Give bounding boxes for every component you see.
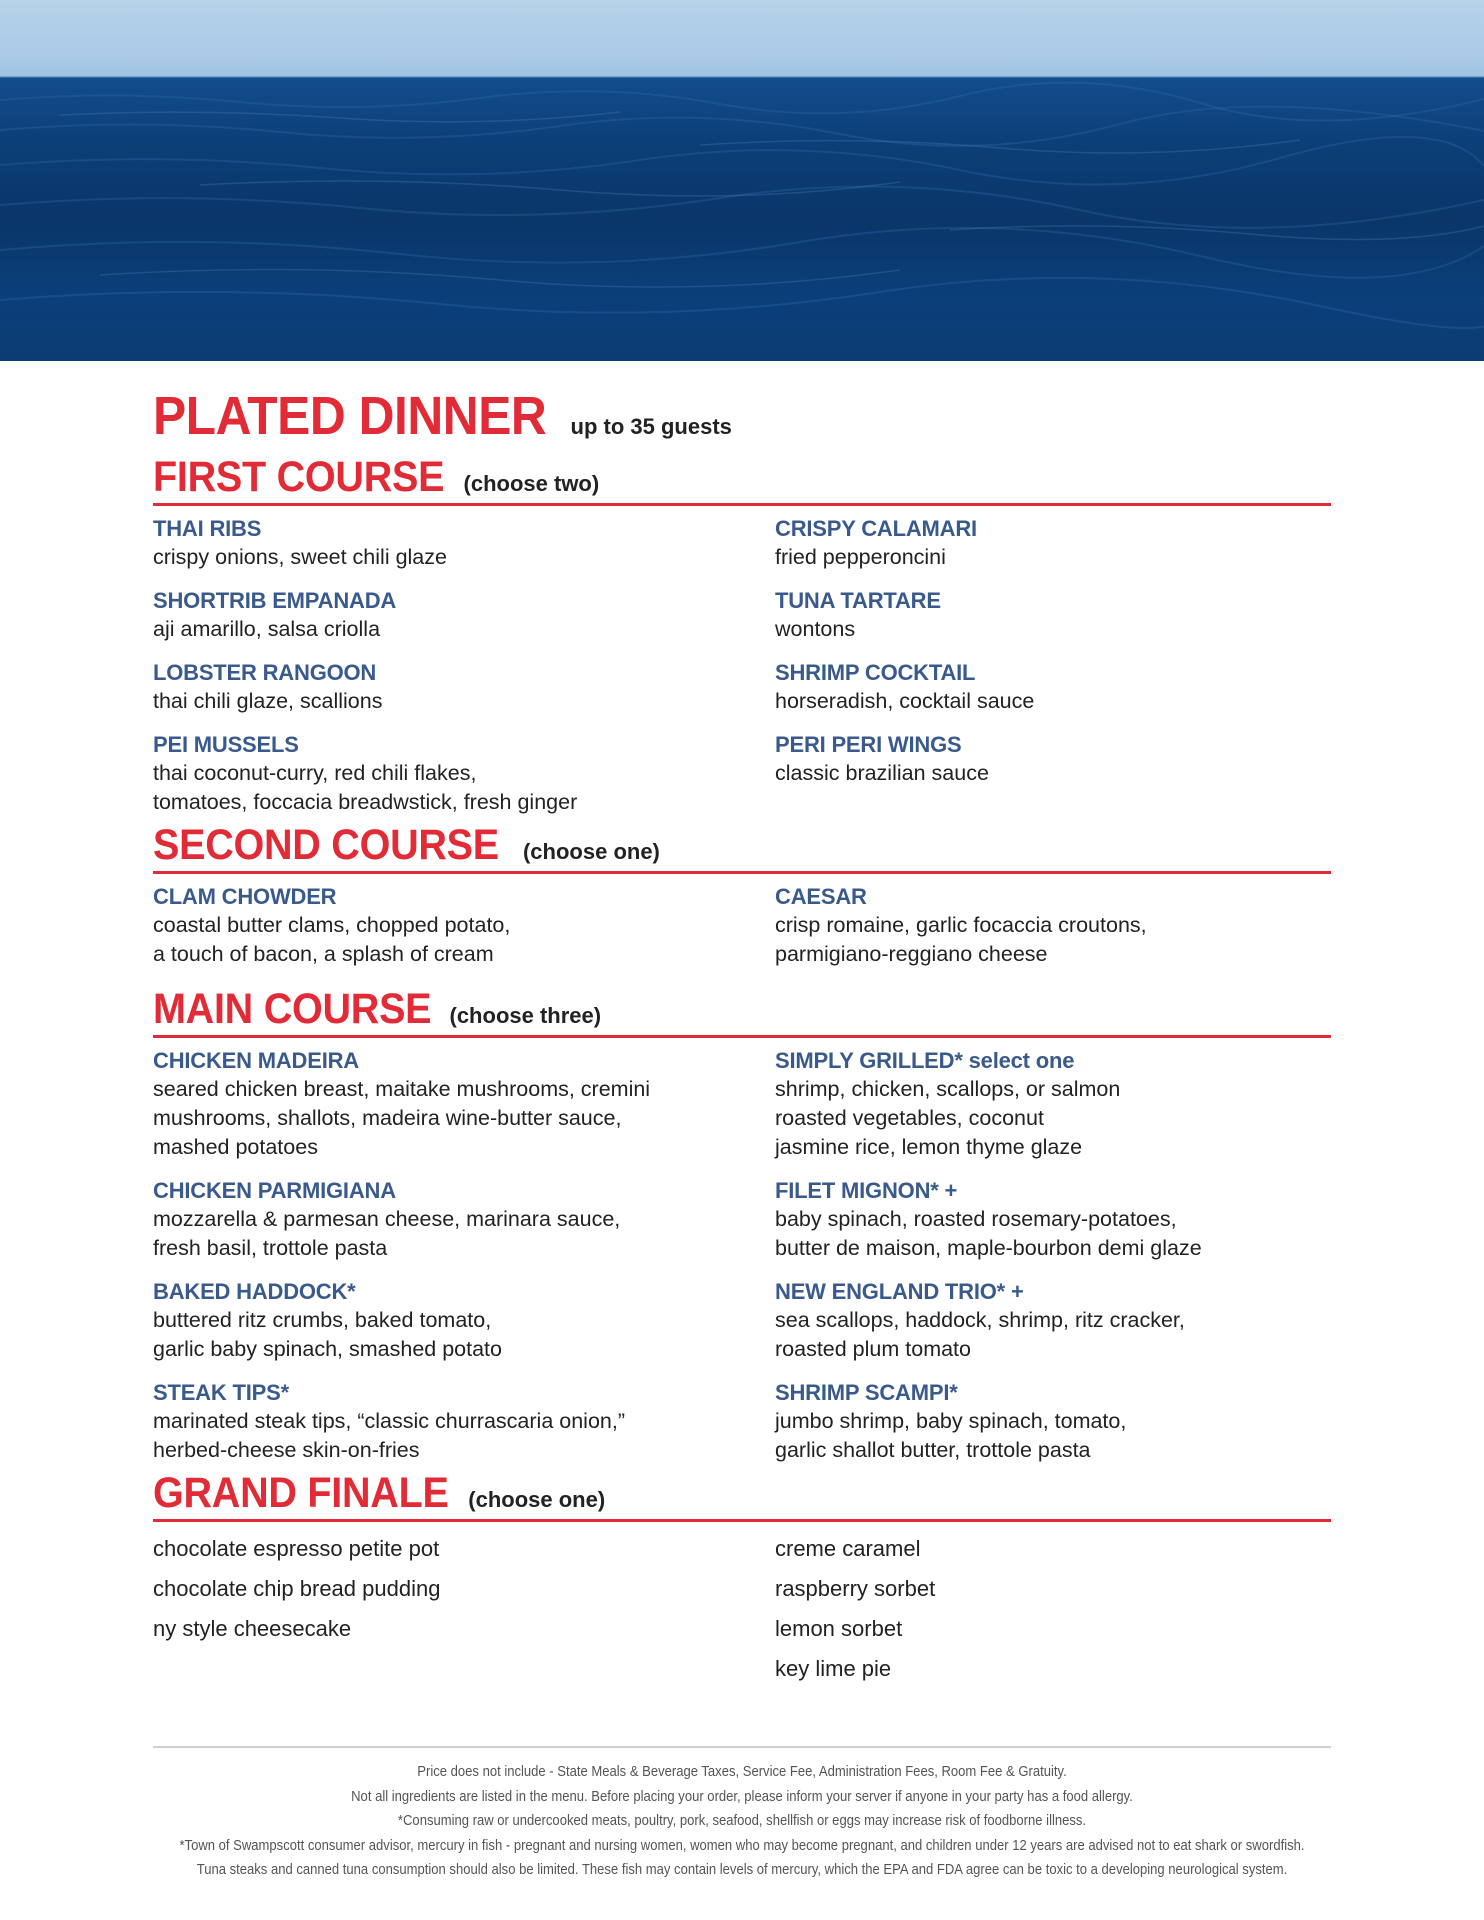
item-name: CAESAR	[775, 884, 867, 909]
main-course-note: (choose three)	[449, 1003, 602, 1028]
item-description: buttered ritz crumbs, baked tomato, garlic baby spinach, smashed potato	[153, 1308, 502, 1361]
first-course-left-column	[153, 506, 775, 817]
grand-finale-header	[153, 1469, 1331, 1522]
item-description: jumbo shrimp, baby spinach, tomato, garlic shallot butter, trottole pasta	[775, 1409, 1127, 1462]
ocean-hero-image	[0, 0, 1484, 361]
item-name: SHRIMP SCAMPI*	[775, 1380, 958, 1405]
menu-content	[153, 385, 1331, 1694]
menu-item	[775, 730, 1331, 788]
menu-item	[153, 1277, 775, 1364]
main-course-title: MAIN COURSE	[153, 985, 432, 1033]
dessert-item: chocolate espresso petite pot	[153, 1536, 440, 1561]
main-course-right-column	[775, 1038, 1331, 1465]
item-description: coastal butter clams, chopped potato, a touch of bacon, a splash of cream	[153, 913, 511, 966]
item-name: TUNA TARTARE	[775, 588, 941, 613]
item-name: CLAM CHOWDER	[153, 884, 337, 909]
second-course-header	[153, 821, 1331, 874]
item-description: thai coconut-curry, red chili flakes, tomatoes, foccacia breadwstick, fresh ginger	[153, 761, 578, 814]
menu-item	[153, 1378, 775, 1465]
item-description: baby spinach, roasted rosemary-potatoes, butter de maison, maple-bourbon demi glaze	[775, 1207, 1202, 1260]
ocean-waves-graphic	[0, 0, 1484, 361]
item-name: THAI RIBS	[153, 516, 262, 541]
footer-line: Price does not include - State Meals & Beverage Taxes, Service Fee, Administration Fees, Room Fee & Gratuity.	[417, 1764, 1067, 1780]
item-name: NEW ENGLAND TRIO* +	[775, 1279, 1024, 1304]
footer-disclaimer	[0, 1760, 1484, 1883]
menu-item	[775, 658, 1331, 716]
menu-item	[153, 514, 775, 572]
dessert-item: ny style cheesecake	[153, 1616, 352, 1641]
item-name: STEAK TIPS*	[153, 1380, 289, 1405]
footer-line: Tuna steaks and canned tuna consumption should also be limited. These fish may contain levels of mercury, which the EPA and FDA agree can be toxic to a developing neurological system.	[196, 1862, 1288, 1878]
item-description: horseradish, cocktail sauce	[775, 689, 1035, 713]
page-title: PLATED DINNER	[153, 386, 547, 446]
item-description: classic brazilian sauce	[775, 761, 989, 785]
main-course-section	[153, 985, 1331, 1465]
dessert-item: key lime pie	[775, 1656, 892, 1681]
main-course-left-column	[153, 1038, 775, 1465]
item-name: PERI PERI WINGS	[775, 732, 962, 757]
menu-item	[775, 1176, 1331, 1263]
grand-finale-section	[153, 1469, 1331, 1694]
first-course-section	[153, 453, 1331, 817]
item-description: mozzarella & parmesan cheese, marinara sauce, fresh basil, trottole pasta	[153, 1207, 621, 1260]
first-course-title: FIRST COURSE	[153, 453, 445, 501]
menu-header	[153, 385, 1331, 447]
second-course-left-column	[153, 874, 775, 969]
menu-item	[775, 514, 1331, 572]
menu-item	[775, 1046, 1331, 1162]
grand-finale-left-column	[153, 1534, 775, 1694]
footer-line: *Consuming raw or undercooked meats, poultry, pork, seafood, shellfish or eggs may increase risk of foodborne illness.	[397, 1813, 1087, 1829]
dessert-item: lemon sorbet	[775, 1616, 903, 1641]
item-name: CHICKEN PARMIGIANA	[153, 1178, 396, 1203]
item-description: seared chicken breast, maitake mushrooms, cremini mushrooms, shallots, madeira wine-butter sauce, mashed potatoes	[153, 1077, 651, 1159]
second-course-section	[153, 821, 1331, 969]
menu-item	[153, 1176, 775, 1263]
item-description: wontons	[775, 617, 856, 641]
menu-item	[153, 730, 775, 817]
menu-item	[775, 586, 1331, 644]
first-course-header	[153, 453, 1331, 506]
dessert-item: chocolate chip bread pudding	[153, 1576, 441, 1601]
second-course-note: (choose one)	[522, 839, 660, 864]
footer-line: *Town of Swampscott consumer advisor, mercury in fish - pregnant and nursing women, women who may become pregnant, and children under 12 years are advised not to eat shark or swordfish.	[179, 1837, 1305, 1854]
item-description: sea scallops, haddock, shrimp, ritz cracker, roasted plum tomato	[775, 1308, 1185, 1361]
menu-item	[153, 1046, 775, 1162]
item-name: CHICKEN MADEIRA	[153, 1048, 360, 1073]
item-description: crisp romaine, garlic focaccia croutons, parmigiano-reggiano cheese	[775, 913, 1147, 966]
menu-item	[775, 1378, 1331, 1465]
item-name: LOBSTER RANGOON	[153, 660, 377, 685]
item-name: SHRIMP COCKTAIL	[775, 660, 976, 685]
item-description: fried pepperoncini	[775, 545, 946, 569]
item-name: SIMPLY GRILLED* select one	[775, 1048, 1075, 1073]
footer-divider	[153, 1746, 1331, 1748]
grand-finale-right-column	[775, 1534, 1331, 1694]
menu-item	[153, 658, 775, 716]
item-description: thai chili glaze, scallions	[153, 689, 383, 713]
menu-item	[775, 882, 1331, 969]
menu-item	[153, 586, 775, 644]
second-course-title: SECOND COURSE	[153, 821, 499, 869]
menu-item	[775, 1277, 1331, 1364]
grand-finale-note: (choose one)	[468, 1487, 606, 1512]
guest-limit: up to 35 guests	[570, 414, 732, 439]
second-course-right-column	[775, 874, 1331, 969]
item-name: FILET MIGNON* +	[775, 1178, 958, 1203]
first-course-note: (choose two)	[463, 471, 600, 496]
item-name: PEI MUSSELS	[153, 732, 299, 757]
item-description: marinated steak tips, “classic churrascaria onion,” herbed-cheese skin-on-fries	[153, 1409, 625, 1462]
item-description: shrimp, chicken, scallops, or salmon roasted vegetables, coconut jasmine rice, lemon thyme glaze	[775, 1077, 1121, 1159]
main-course-header	[153, 985, 1331, 1038]
item-name: BAKED HADDOCK*	[153, 1279, 356, 1304]
first-course-right-column	[775, 506, 1331, 817]
grand-finale-title: GRAND FINALE	[153, 1469, 449, 1517]
menu-item	[153, 882, 775, 969]
dessert-item: creme caramel	[775, 1536, 921, 1561]
item-description: aji amarillo, salsa criolla	[153, 617, 381, 641]
item-description: crispy onions, sweet chili glaze	[153, 545, 447, 569]
item-name: SHORTRIB EMPANADA	[153, 588, 397, 613]
dessert-item: raspberry sorbet	[775, 1576, 936, 1601]
item-name: CRISPY CALAMARI	[775, 516, 977, 541]
footer-line: Not all ingredients are listed in the menu. Before placing your order, please inform your server if anyone in your party has a food allergy.	[351, 1788, 1133, 1805]
